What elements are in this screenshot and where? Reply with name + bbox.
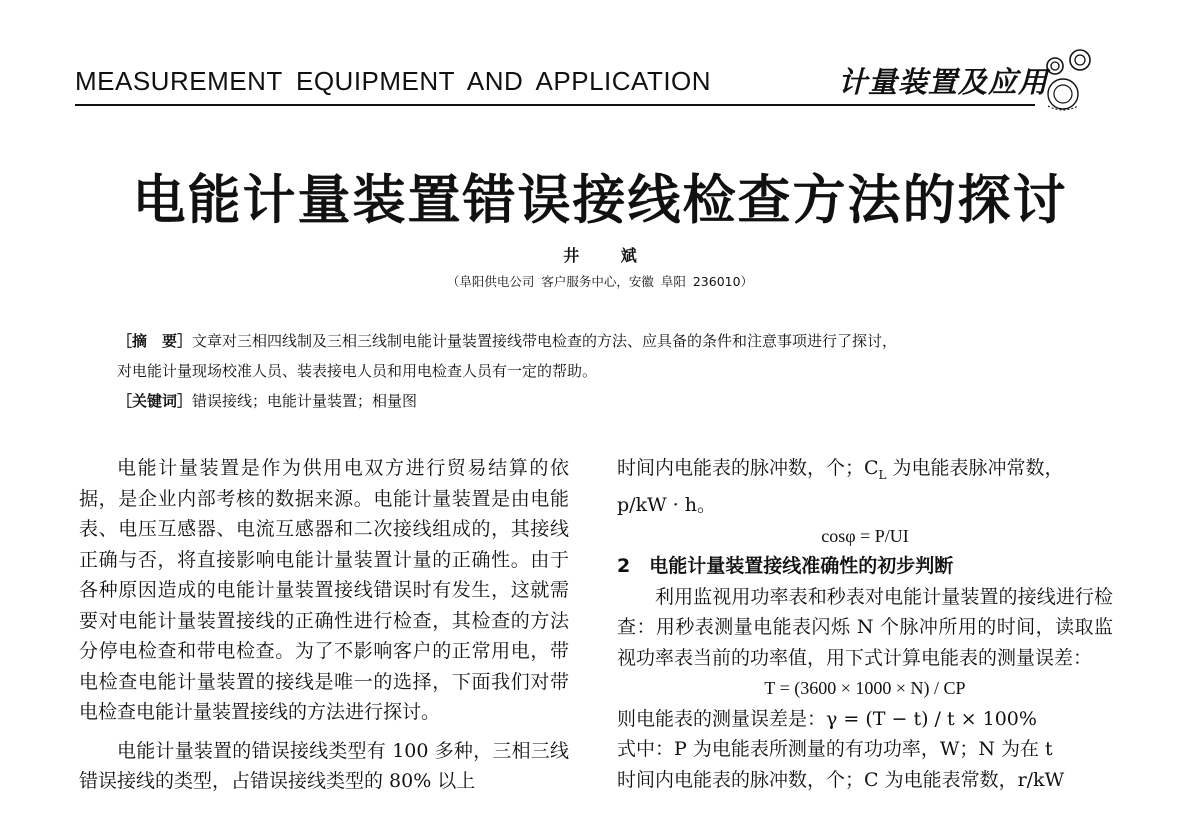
author-affiliation: （阜阳供电公司 客户服务中心，安徽 阜阳 236010） xyxy=(446,274,754,289)
body-left-column xyxy=(79,453,569,797)
subscript: L xyxy=(878,467,887,482)
body-line: 时间内电能表的脉冲数，个；C 为电能表常数，r/kW xyxy=(617,768,1065,791)
body-line: p/kW · h。 xyxy=(617,494,716,517)
header-rule xyxy=(75,104,1035,106)
body-text: 时间内电能表的脉冲数，个；C xyxy=(617,457,879,479)
body-paragraph: 电能计量装置的错误接线类型有 100 多种，三相三线错误接线的类型，占错误接线类型的 80% 以上 xyxy=(79,739,569,792)
body-text: 为电能表脉冲常数， xyxy=(886,457,1064,479)
body-line xyxy=(617,453,1113,490)
abstract-text-1: 文章对三相四线制及三相三线制电能计量装置接线带电检查的方法、应具备的条件和注意事项进行了探讨， xyxy=(192,332,898,350)
abstract-line-1 xyxy=(117,330,897,351)
section-title-cn: 计量装置及应用 xyxy=(838,65,1049,99)
body-right-column xyxy=(617,453,1113,795)
body-paragraph: 电能计量装置是作为供用电双方进行贸易结算的依据，是企业内部考核的数据来源。电能计量装置是由电能表、电压互感器、电流互感器和二次接线组成的，其接线正确与否，将直接影响电能计量装置计量的正确性。由于各种原因造成的电能计量装置接线错误时有发生，这就需要对电能计量装置接线的正确性进行检查，其检查的方法分停电检查和带电检查。为了不影响客户的正常用电，带电检查电能计量装置的接线是唯一的选择，下面我们对带电检查电能计量装置接线的方法进行探讨。 xyxy=(79,457,569,723)
keywords-line xyxy=(117,390,417,411)
author-name: 井 斌 xyxy=(563,246,655,265)
journal-title-en: MEASUREMENT EQUIPMENT AND APPLICATION xyxy=(75,66,712,96)
decorative-circles-icon xyxy=(1030,44,1100,114)
keywords-text: 错误接线；电能计量装置；相量图 xyxy=(192,392,418,410)
abstract-line-2: 对电能计量现场校准人员、装表接电人员和用电检查人员有一定的帮助。 xyxy=(117,362,598,380)
section-heading: 2 电能计量装置接线准确性的初步判断 xyxy=(617,555,954,578)
body-line: 则电能表的测量误差是：γ = (T − t) / t × 100% xyxy=(617,707,1037,730)
body-line: 式中：P 为电能表所测量的有功功率，W；N 为在 t xyxy=(617,738,1053,761)
formula-time: T = (3600 × 1000 × N) / CP xyxy=(764,678,966,699)
abstract-label: ［摘 要］ xyxy=(117,332,193,350)
body-paragraph: 利用监视用功率表和秒表对电能计量装置的接线进行检查：用秒表测量电能表闪烁 N 个脉冲所用的时间，读取监视功率表当前的功率值，用下式计算电能表的测量误差： xyxy=(617,585,1113,669)
formula-cos-phi: cosφ = P/UI xyxy=(821,525,909,546)
keywords-label: ［关键词］ xyxy=(117,392,193,410)
article-title: 电能计量装置错误接线检查方法的探讨 xyxy=(132,170,1068,231)
